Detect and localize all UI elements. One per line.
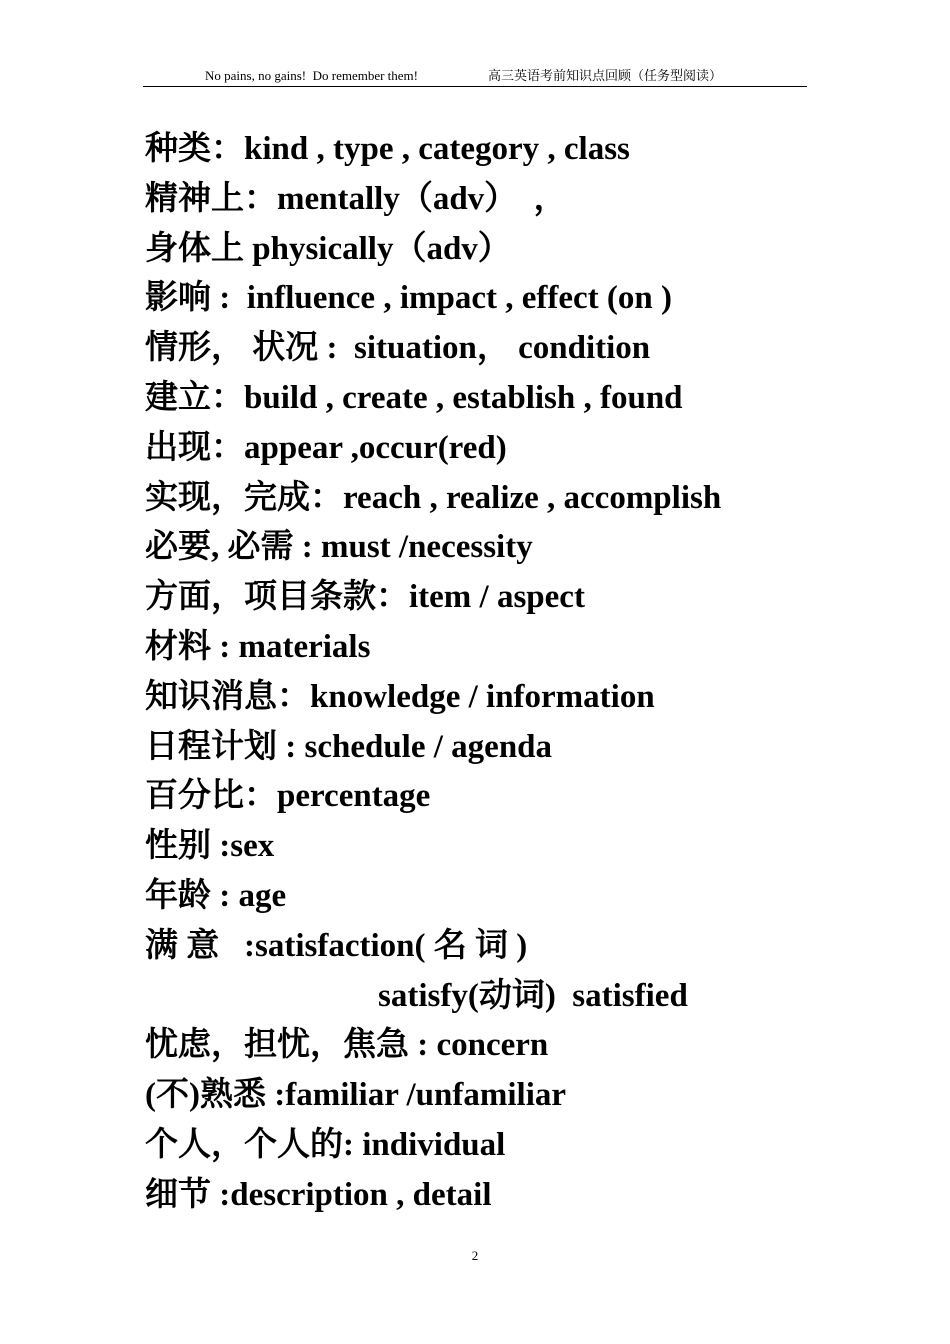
vocab-line-information: 知识消息：knowledge / information xyxy=(145,678,655,715)
vocab-line-concern: 忧虑，担忧，焦急 : concern xyxy=(145,1027,549,1064)
page-number: 2 xyxy=(471,1248,479,1263)
vocab-line-detail: 细节 :description , detail xyxy=(145,1176,492,1213)
header-motto: No pains, no gains! Do remember them! xyxy=(205,68,419,83)
vocab-line-mentally: 精神上：mentally（adv） ， xyxy=(145,180,567,217)
vocab-line-sex: 性别 :sex xyxy=(145,828,275,865)
vocab-line-accomplish: 实现，完成：reach , realize , accomplish xyxy=(145,479,722,516)
vocab-line-schedule: 日程计划 : schedule / agenda xyxy=(145,728,553,765)
vocab-line-age: 年龄 : age xyxy=(145,877,287,914)
vocab-line-familiar: (不)熟悉 :familiar /unfamiliar xyxy=(145,1077,567,1114)
vocab-line-individual: 个人，个人的: individual xyxy=(145,1126,506,1163)
vocab-line-percentage: 百分比：percentage xyxy=(145,778,431,815)
vocabulary-list xyxy=(145,125,805,1221)
vocab-line-physically: 身体上 physically（adv） xyxy=(145,230,511,267)
vocab-line-category: 种类：kind , type , category , class xyxy=(145,131,630,167)
header-title: 高三英语考前知识点回顾（任务型阅读） xyxy=(488,68,723,83)
vocab-line-situation: 情形， 状况 : situation， condition xyxy=(145,330,651,367)
page-header xyxy=(143,66,807,87)
vocab-line-necessity: 必要, 必需 : must /necessity xyxy=(145,529,533,566)
vocab-line-establish: 建立：build , create , establish , found xyxy=(145,379,683,416)
vocab-line-satisfy: satisfy(动词) satisfied xyxy=(378,977,688,1014)
vocab-line-appear: 出现：appear ,occur(red) xyxy=(145,429,507,466)
vocab-line-materials: 材料 : materials xyxy=(145,628,371,665)
vocab-line-influence: 影响 : influence , impact , effect (on ) xyxy=(145,280,672,317)
vocab-line-satisfaction: 满 意 :satisfaction( 名 词 ) xyxy=(145,927,528,964)
vocab-line-aspect: 方面，项目条款：item / aspect xyxy=(145,579,585,616)
